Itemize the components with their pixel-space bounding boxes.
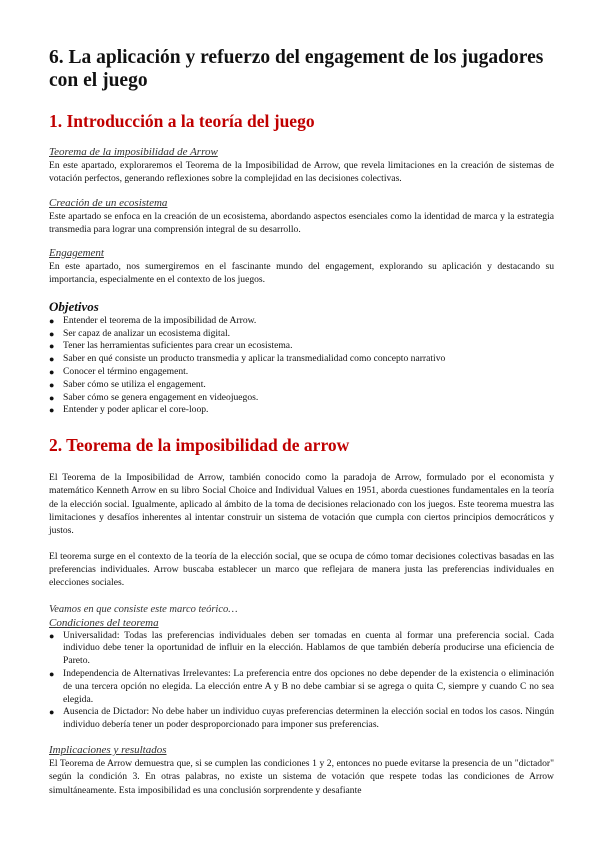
bullet-icon: ● — [49, 405, 55, 416]
section-2-paragraph-1: El Teorema de la Imposibilidad de Arrow, también conocido como la paradoja de Arrow, formulado por el economista y matemático Kenneth Arrow en su libro Social Choice and Individual Values en 1951, aborda cuestiones fundamentales en la teoría de la elección social. Igualmente, aplicado al ámbito de la toma de decisiones relacionado con los juegos. Este teorema muestra las limitaciones y desafíos inherentes al intentar construir un sistema de votación que cumpla con ciertos principios democráticos y justos. — [49, 472, 554, 537]
objectives-list — [49, 315, 554, 417]
subsection-ecosystem — [49, 197, 554, 237]
bullet-icon: ● — [49, 668, 55, 679]
bullet-icon: ● — [49, 341, 55, 352]
subsection-text: Este apartado se enfoca en la creación de un ecosistema, abordando aspectos esenciales como la identidad de marca y la estrategia transmedia para lograr una comprensión integral de su desarrollo. — [49, 210, 554, 235]
bullet-icon: ● — [49, 392, 55, 403]
subsection-engagement — [49, 247, 554, 287]
subsection-title: Teorema de la imposibilidad de Arrow — [49, 146, 218, 158]
bullet-icon: ● — [49, 315, 55, 326]
section-2-heading: 2. Teorema de la imposibilidad de arrow — [49, 435, 350, 456]
subsection-title: Creación de un ecosistema — [49, 196, 168, 209]
bullet-icon: ● — [49, 707, 55, 718]
document-title: 6. La aplicación y refuerzo del engagement de los jugadores con el juego — [49, 47, 544, 91]
bullet-icon: ● — [49, 354, 55, 365]
list-item: ● Saber en qué consiste un producto transmedia y aplicar la transmedialidad como concepto narrativo — [49, 353, 446, 365]
implications-text: El Teorema de Arrow demuestra que, si se cumplen las condiciones 1 y 2, entonces no puede evitarse la presencia de un "dictador" según la condición 3. En otras palabras, no existe un sistema de votación que respete todas las condiciones de Arrow simultáneamente. Esta imposibilidad es una conclusión sorprendente y desafiante — [49, 757, 554, 796]
bullet-icon: ● — [49, 328, 55, 339]
list-item: ● Entender y poder aplicar el core-loop. — [49, 404, 209, 416]
section-1-heading: 1. Introducción a la teoría del juego — [49, 111, 315, 131]
subsection-text: En este apartado, nos sumergiremos en el fascinante mundo del engagement, explorando su aplicación y destacando su importancia, especialmente en el contexto de los juegos. — [49, 261, 554, 286]
bullet-icon: ● — [49, 366, 55, 377]
conditions-title: Condiciones del teorema — [49, 616, 159, 629]
conditions-list — [49, 630, 554, 732]
section-2-paragraph-2: El teorema surge en el contexto de la teoría de la elección social, que se ocupa de cómo tomar decisiones colectivas basadas en las preferencias individuales. Arrow buscaba establecer un marco que reflejara de manera justa las preferencias individuales en elecciones sociales. — [49, 550, 554, 589]
list-item: ● Ser capaz de analizar un ecosistema digital. — [49, 327, 231, 339]
list-item: ● Conocer el término engagement. — [49, 365, 189, 377]
objectives-title: Objetivos — [49, 298, 99, 314]
list-item: ● Ausencia de Dictador: No debe haber un individuo cuyas preferencias determinen la elección social en todos los casos. Ningún individuo debería tener un poder desproporcionado para imponer sus preferencias. — [49, 706, 554, 731]
lead-in-text: Veamos en que consiste este marco teórico… — [49, 603, 238, 615]
bullet-icon: ● — [49, 630, 55, 641]
list-item: ● Tener las herramientas suficientes para crear un ecosistema. — [49, 340, 293, 352]
subsection-text: En este apartado, exploraremos el Teorema de la Imposibilidad de Arrow, que revela limitaciones en la creación de sistemas de votación perfectos, generando reflexiones sobre la complejidad en las decisiones colectivas. — [49, 160, 554, 185]
list-item: ● Saber cómo se utiliza el engagement. — [49, 378, 206, 390]
implications-title: Implicaciones y resultados — [49, 743, 167, 756]
subsection-title: Engagement — [49, 247, 104, 260]
list-item: ● Saber cómo se genera engagement en videojuegos. — [49, 391, 259, 403]
subsection-arrow-theorem — [49, 146, 554, 186]
list-item: ● Independencia de Alternativas Irrelevantes: La preferencia entre dos opciones no debe depender de la existencia o eliminación de una tercera opción no elegida. La elección entre A y B no debe cambiar si se agrega o quita C, siempre y cuando C no sea elegida. — [49, 667, 554, 705]
bullet-icon: ● — [49, 379, 55, 390]
list-item: ● Universalidad: Todas las preferencias individuales deben ser tomadas en cuenta al formar una preferencia social. Cada individuo debe tener la oportunidad de influir en la elección. Hablamos de que también debería producirse una eficiencia de Pareto. — [49, 629, 554, 667]
list-item: ● Entender el teorema de la imposibilidad de Arrow. — [49, 314, 257, 326]
